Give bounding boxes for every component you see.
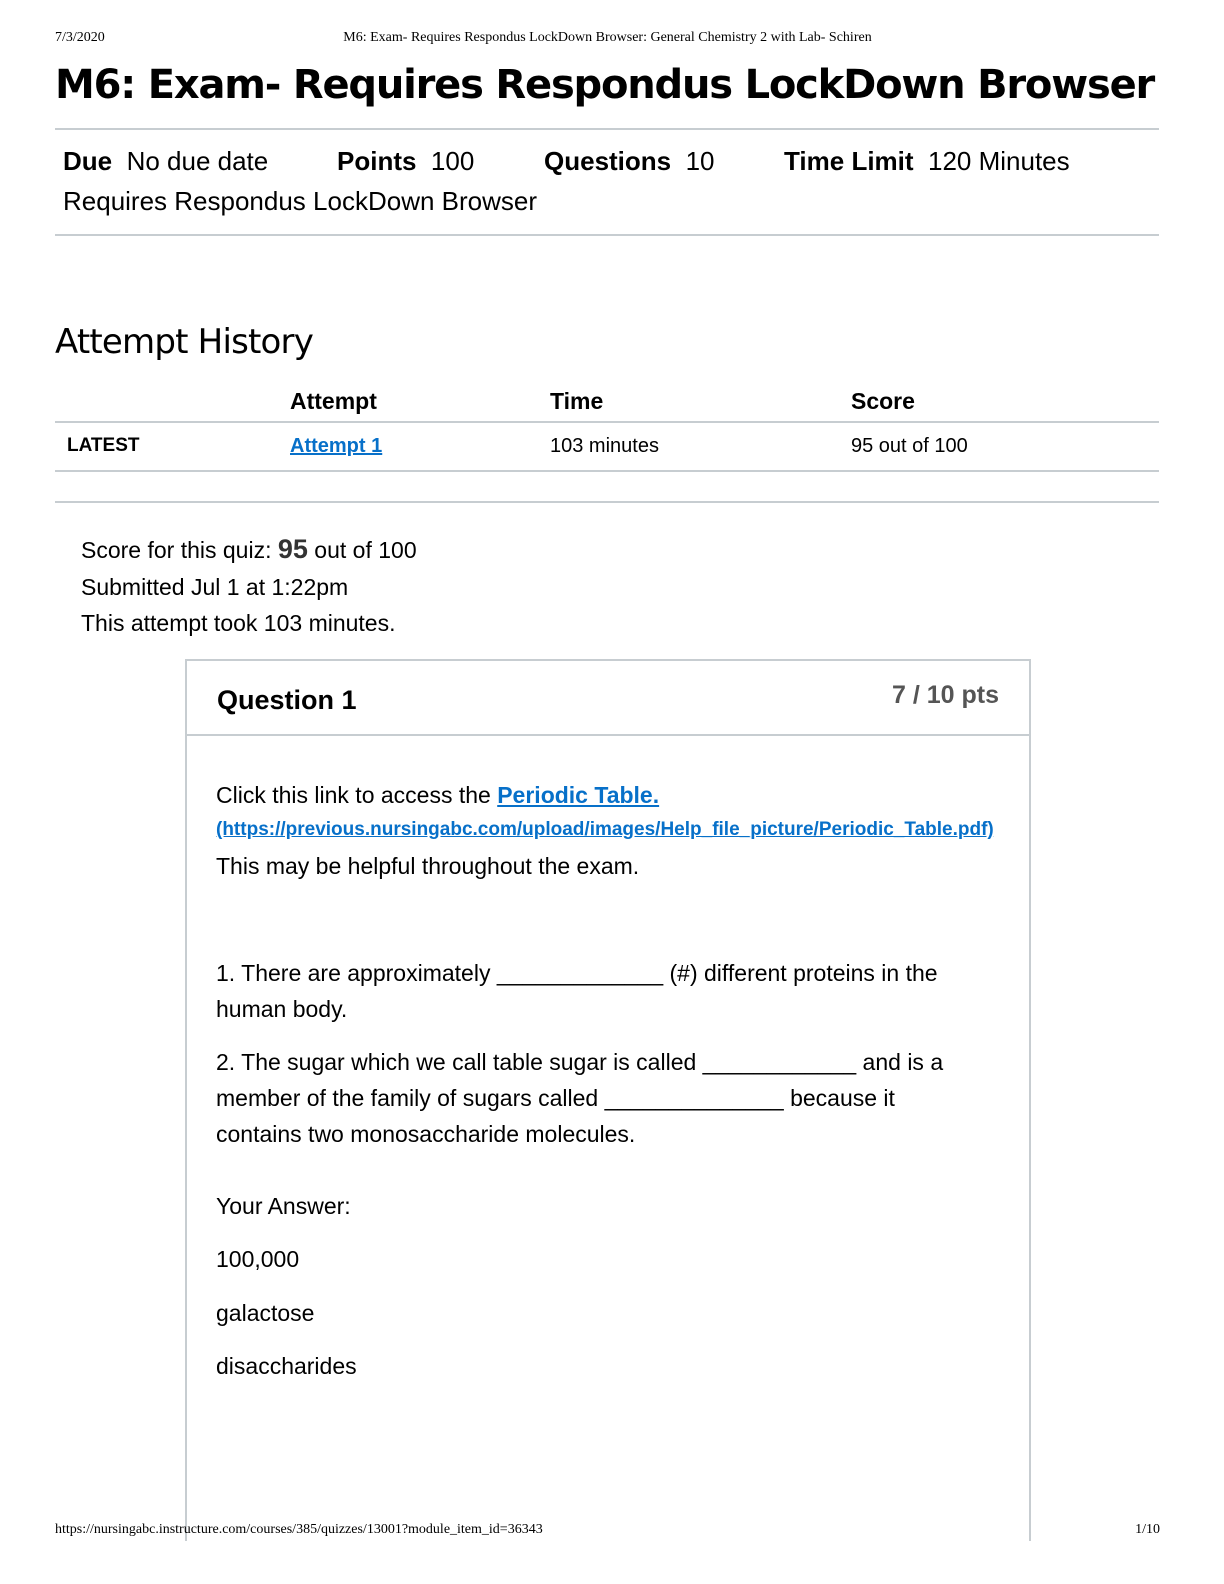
divider: [55, 128, 1159, 130]
quiz-score: [81, 534, 417, 565]
lockdown-requirement: Requires Respondus LockDown Browser: [63, 186, 538, 216]
points-info: [337, 146, 474, 177]
question-part-2-line-3: contains two monosaccharide molecules.: [216, 1121, 636, 1147]
questions-label: Questions: [544, 146, 672, 176]
column-header-attempt: Attempt: [290, 388, 377, 414]
attempt-time: 103 minutes: [550, 435, 659, 457]
print-url: https://nursingabc.instructure.com/courses/385/quizzes/13001?module_item_id=36343: [55, 1522, 543, 1537]
attempt-1-link[interactable]: Attempt 1: [290, 435, 383, 457]
due-label: Due: [63, 146, 113, 176]
question-title: Question 1: [217, 685, 357, 715]
question-points: 7 / 10 pts: [892, 681, 999, 709]
intro-suffix: This may be helpful throughout the exam.: [216, 853, 640, 879]
score-prefix: Score for this quiz:: [81, 537, 272, 563]
submitted-time: Submitted Jul 1 at 1:22pm: [81, 574, 349, 600]
answer-item: galactose: [216, 1300, 315, 1326]
score-suffix: out of 100: [314, 537, 417, 563]
divider: [55, 234, 1159, 236]
print-title: M6: Exam- Requires Respondus LockDown Browser: General Chemistry 2 with Lab- Schiren: [343, 30, 872, 45]
answer-item: disaccharides: [216, 1353, 357, 1379]
time-limit-label: Time Limit: [784, 146, 914, 176]
print-header: [55, 30, 1160, 50]
question-part-2-line-1: 2. The sugar which we call table sugar is called ____________ and is a: [216, 1049, 944, 1075]
question-part-2-line-2: member of the family of sugars called ______________ because it: [216, 1085, 895, 1111]
question-part-1-line-2: human body.: [216, 996, 348, 1022]
print-footer: [55, 1522, 1160, 1542]
answer-item: 100,000: [216, 1246, 300, 1272]
table-row-divider: [55, 470, 1159, 472]
score-value: 95: [277, 534, 308, 564]
attempt-score: 95 out of 100: [851, 435, 968, 457]
question-header: [187, 661, 1029, 736]
page-title: M6: Exam- Requires Respondus LockDown Browser: [55, 62, 1155, 108]
question-intro: [216, 782, 659, 809]
column-header-time: Time: [550, 388, 604, 414]
latest-tag: LATEST: [67, 435, 140, 456]
page-number: 1/10: [1135, 1522, 1160, 1537]
due-value: No due date: [126, 146, 269, 176]
points-label: Points: [337, 146, 417, 176]
print-date: 7/3/2020: [55, 30, 105, 45]
questions-info: [544, 146, 715, 177]
attempt-duration: This attempt took 103 minutes.: [81, 610, 396, 636]
time-limit-info: [784, 146, 1070, 177]
periodic-table-link[interactable]: Periodic Table.: [497, 782, 660, 808]
column-header-score: Score: [851, 388, 915, 414]
your-answer-label: Your Answer:: [216, 1193, 351, 1219]
time-limit-value: 120 Minutes: [928, 146, 1070, 176]
points-value: 100: [430, 146, 475, 176]
periodic-table-url-link[interactable]: (https://previous.nursingabc.com/upload/images/Help_file_picture/Periodic_Table.pdf): [216, 819, 994, 840]
attempt-history-heading: Attempt History: [55, 322, 314, 362]
intro-prefix: Click this link to access the: [216, 782, 491, 808]
questions-value: 10: [685, 146, 715, 176]
divider: [55, 501, 1159, 503]
question-part-1-line-1: 1. There are approximately _____________ (#) different proteins in the: [216, 960, 938, 986]
table-header-divider: [55, 421, 1159, 423]
due-info: [63, 146, 268, 177]
